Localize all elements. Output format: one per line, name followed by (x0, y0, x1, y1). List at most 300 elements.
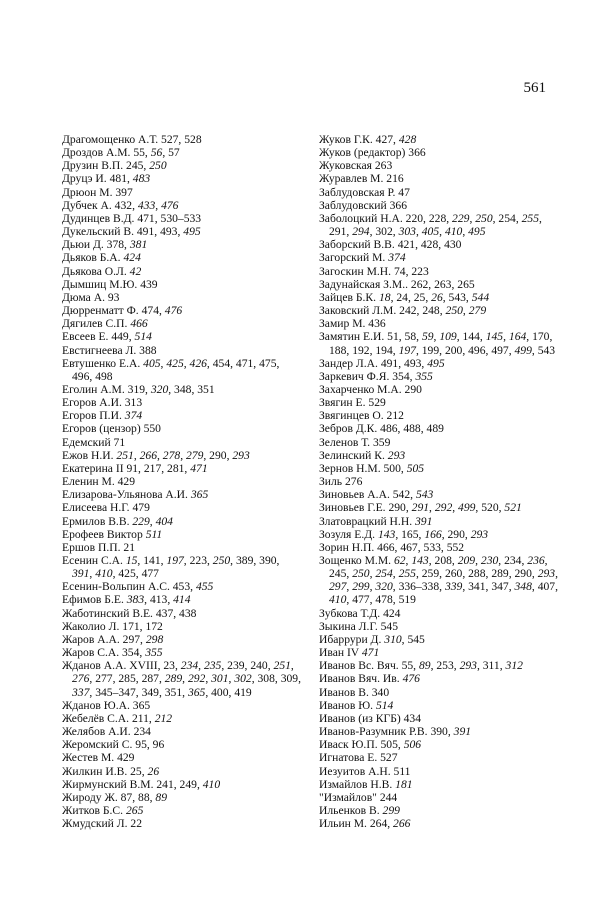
page-ref-italic: 405 (421, 225, 440, 239)
page-ref-italic: 455 (195, 580, 214, 594)
entry-text: Житков Б.С. (62, 803, 126, 817)
page-ref-italic: 428 (398, 133, 417, 146)
index-entry (62, 659, 302, 698)
entry-text: , 234, (498, 554, 528, 567)
entry-text: Дубчек А. 432, (62, 198, 138, 212)
entry-text: Заблудовская Р. 47 (319, 185, 410, 199)
index-entry (319, 712, 563, 725)
index-entry (62, 475, 302, 488)
entry-text: Измайлов Н.В. (319, 777, 396, 791)
index-entry (319, 686, 563, 699)
page-ref-italic: 543 (415, 488, 434, 502)
entry-text: , 24, 25, (390, 290, 432, 304)
entry-text: , (439, 225, 445, 239)
page-ref-italic: 339 (444, 580, 463, 594)
entry-text: , (415, 225, 422, 239)
page-ref-italic: 544 (471, 290, 490, 304)
page-ref-italic: 289 (164, 672, 183, 686)
entry-text: Зозуля Е.Д. (319, 527, 378, 541)
index-entry (319, 317, 563, 330)
entry-text: Заболоцкий Н.А. 220, 228, (319, 211, 453, 225)
entry-text: Иванов Ю. (319, 698, 376, 712)
entry-text: Есенин С.А. (62, 554, 126, 567)
index-entry (319, 449, 563, 462)
page-ref-italic: 197 (398, 343, 416, 357)
entry-text: Жданов Ю.А. 365 (62, 698, 151, 712)
entry-text: Иванов (из КГБ) 434 (319, 711, 422, 725)
index-entry (62, 409, 302, 422)
page-ref-italic: 483 (132, 172, 151, 186)
entry-text: Зиль 276 (319, 475, 363, 489)
index-entry (62, 330, 302, 343)
index-entry (62, 383, 302, 396)
index-entry (62, 265, 302, 278)
entry-text: , (133, 448, 140, 462)
page-ref-italic: 250 (445, 304, 463, 318)
entry-text: Ибаррури Д. (319, 632, 385, 646)
page-ref-italic: 236 (527, 554, 545, 567)
entry-text: Есенин-Вольпин А.С. 453, (62, 580, 196, 594)
index-entry (62, 593, 302, 606)
index-entry (62, 462, 302, 475)
entry-text: Ершов П.П. 21 (62, 540, 136, 554)
entry-text: Заблудовский 366 (319, 198, 407, 212)
entry-text: , (392, 567, 399, 581)
entry-text: , 336–338, (392, 580, 445, 594)
index-entry (62, 699, 302, 712)
page-ref-italic: 391 (415, 514, 433, 528)
index-entry (319, 133, 563, 146)
page-ref-italic: 499 (514, 343, 532, 357)
page-ref-italic: 303 (398, 225, 416, 239)
entry-text: "Измайлов" 244 (319, 790, 398, 804)
page-ref-italic: 250 (352, 567, 370, 581)
index-entry (319, 515, 563, 528)
index-entry (62, 751, 302, 764)
page-ref-italic: 143 (411, 554, 429, 567)
index-entry (62, 278, 302, 291)
page-ref-italic: 255 (398, 567, 416, 581)
page-ref-italic: 276 (72, 672, 90, 686)
entry-text: , 413, (144, 593, 174, 607)
entry-text: , (346, 580, 353, 594)
index-entry (62, 646, 302, 659)
page-ref-italic: 355 (415, 369, 433, 383)
entry-text: Едемский 71 (62, 435, 126, 449)
index-column-right (319, 133, 563, 830)
page-ref-italic: 476 (161, 198, 179, 212)
entry-text: Звягин Е. 529 (319, 396, 386, 410)
index-entry (319, 804, 563, 817)
page-ref-italic: 337 (72, 685, 90, 699)
entry-text: , 407, (531, 580, 558, 594)
page-ref-italic: 499 (458, 501, 476, 515)
page-ref-italic: 26 (147, 764, 160, 778)
entry-text: , (369, 567, 376, 581)
entry-text: Евстигнеева Л. 388 (62, 343, 157, 357)
entry-text: , 477, 478, 519 (346, 593, 416, 607)
entry-text: , 208, (428, 554, 458, 567)
page-ref-italic: 109 (439, 330, 457, 344)
entry-text: , 302, (369, 225, 399, 239)
index-entry (62, 133, 302, 146)
entry-text: Замир М. 436 (319, 317, 386, 331)
entry-text: Задунайская З.М.. 262, 263, 265 (319, 277, 475, 291)
index-entry (62, 317, 302, 330)
index-entry (319, 646, 563, 659)
entry-text: Жироду Ж. 87, 88, (62, 790, 156, 804)
entry-text: , (503, 330, 509, 344)
page-ref-italic: 424 (123, 251, 141, 265)
entry-text: Дудинцев В.Д. 471, 530–533 (62, 211, 202, 225)
page-ref-italic: 476 (402, 672, 420, 686)
index-entry (319, 159, 563, 172)
entry-text: Дьякова О.Л. (62, 264, 130, 278)
entry-text: Ерофеев Виктор (62, 527, 146, 541)
entry-text: , 165, (395, 527, 425, 541)
entry-text: Журавлев М. 216 (319, 172, 404, 186)
entry-text: Зиновьев А.А. 542, (319, 488, 416, 502)
index-entry (62, 554, 302, 580)
entry-text: , (198, 659, 204, 673)
page-ref-italic: 293 (232, 448, 250, 462)
page-ref-italic: 414 (173, 593, 191, 607)
index-column-left (62, 133, 302, 830)
entry-text: Зощенко М.М. (319, 554, 394, 567)
index-entry (319, 265, 563, 278)
page-ref-italic: 299 (382, 803, 400, 817)
index-entry (62, 357, 302, 383)
entry-text: , (555, 567, 558, 581)
index-entry (319, 186, 563, 199)
index-entry (319, 251, 563, 264)
entry-text: Заркевич Ф.Я. 354, (319, 369, 416, 383)
index-entry (62, 738, 302, 751)
entry-text: , (462, 225, 469, 239)
page-ref-italic: 298 (145, 632, 164, 646)
entry-text: , 170, 188, 192, 194, (329, 330, 553, 357)
entry-text: , (290, 659, 294, 673)
entry-text: , 290, (203, 448, 233, 462)
page-ref-italic: 495 (427, 356, 445, 370)
entry-text: , 341, 347, (462, 580, 515, 594)
entry-text: Жмудский Л. 22 (62, 817, 143, 831)
entry-text: Дьюи Д. 378, (62, 238, 130, 252)
entry-text: Желябов А.И. 234 (62, 725, 151, 739)
entry-text: Жуков Г.К. 427, (319, 133, 399, 146)
entry-text: , 245, (329, 554, 548, 581)
entry-text: , 239, 240, (221, 659, 274, 673)
entry-text: , (228, 672, 235, 686)
index-entry (319, 383, 563, 396)
entry-text: , (182, 672, 188, 686)
page-ref-italic: 230 (480, 554, 499, 567)
entry-text: , (433, 330, 440, 344)
index-entry (62, 396, 302, 409)
entry-text: Дрюон М. 397 (62, 185, 133, 199)
page-ref-italic: 301 (211, 672, 229, 686)
entry-text: Жуков (редактор) 366 (319, 146, 426, 160)
entry-text: Ефимов Б.Е. (62, 593, 127, 607)
page-ref-italic: 266 (139, 448, 157, 462)
page-ref-italic: 229 (452, 211, 470, 225)
entry-text: , 141, (137, 554, 167, 567)
index-entry (319, 146, 563, 159)
entry-text: Звягинцев О. 212 (319, 409, 404, 423)
index-entry (319, 633, 563, 646)
entry-text: , 389, 390, (230, 554, 280, 567)
index-entry (62, 159, 302, 172)
entry-text: , 199, 200, 496, 497, (415, 343, 515, 357)
entry-text: , 345–347, 349, 351, (89, 685, 188, 699)
page-ref-italic: 294 (352, 225, 370, 239)
page-ref-italic: 89 (418, 659, 431, 673)
entry-text: , 311, (476, 659, 506, 673)
page-ref-italic: 471 (361, 646, 380, 660)
entry-text: Жебелёв С.А. 211, (62, 711, 155, 725)
entry-text: Зеленов Т. 359 (319, 435, 391, 449)
page-ref-italic: 234 (180, 659, 199, 673)
index-entry (62, 436, 302, 449)
index-entry (62, 817, 302, 830)
page-ref-italic: 251 (273, 659, 291, 673)
page-ref-italic: 266 (393, 817, 411, 831)
index-entry (62, 725, 302, 738)
index-entry (319, 278, 563, 291)
page-ref-italic: 209 (457, 554, 476, 567)
page-ref-italic: 18 (378, 290, 391, 304)
entry-text: , 543 (531, 343, 556, 357)
page-ref-italic: 365 (187, 685, 206, 699)
index-entry (62, 172, 302, 185)
entry-text: Зубкова Т.Д. 424 (319, 606, 401, 620)
entry-text: , (429, 501, 435, 515)
index-entry (62, 422, 302, 435)
page-ref-italic: 229 (132, 514, 150, 528)
entry-text: Иван IV (319, 646, 362, 660)
entry-text: , 348, 351 (168, 382, 215, 396)
entry-text: , 545 (401, 632, 425, 646)
entry-text: Жирмунский В.М. 241, 249, (62, 777, 203, 791)
page-ref-italic: 250 (212, 554, 231, 567)
page-ref-italic: 466 (130, 317, 148, 331)
entry-text: Жеромский С. 95, 96 (62, 738, 165, 752)
entry-text: Зернов Н.М. 500, (319, 461, 407, 475)
entry-text: Дукельский В. 491, 493, (62, 225, 184, 239)
index-entry (62, 515, 302, 528)
entry-text: , (405, 554, 412, 567)
entry-text: Ильин М. 264, (319, 817, 394, 831)
entry-text: Загоскин М.Н. 74, 223 (319, 264, 429, 278)
entry-text: Ежов Н.И. (62, 448, 117, 462)
entry-text: , 308, 309, (251, 672, 301, 686)
entry-text: , 254, (492, 211, 522, 225)
entry-text: , 291, (329, 211, 542, 239)
page-ref-italic: 292 (187, 672, 206, 686)
page-ref-italic: 164 (508, 330, 527, 344)
page-ref-italic: 265 (125, 803, 144, 817)
entry-text: Жданов А.А. XVIII, 23, (62, 659, 181, 673)
page-ref-italic: 348 (514, 580, 532, 594)
entry-text: , 425, 477 (112, 567, 159, 581)
index-entry (319, 462, 563, 475)
page-ref-italic: 365 (190, 488, 209, 502)
page-ref-italic: 320 (150, 382, 169, 396)
page-ref-italic: 425 (166, 356, 184, 370)
page-ref-italic: 89 (155, 790, 168, 804)
page-ref-italic: 250 (475, 211, 493, 225)
page-ref-italic: 312 (505, 659, 523, 673)
index-entry (319, 475, 563, 488)
entry-text: Жаров С.А. 354, (62, 646, 146, 660)
entry-text: Ильенков В. (319, 803, 383, 817)
page-ref-italic: 521 (504, 501, 522, 515)
index-entry (62, 620, 302, 633)
index-entry (62, 212, 302, 225)
page-ref-italic: 495 (183, 225, 201, 239)
index-entry (62, 344, 302, 357)
page-ref-italic: 410 (444, 225, 463, 239)
page-ref-italic: 374 (124, 409, 143, 423)
page-ref-italic: 293 (387, 448, 406, 462)
entry-text: Драгомощенко А.Т. 527, 528 (62, 133, 202, 146)
page-ref-italic: 476 (164, 304, 183, 318)
index-entry (62, 791, 302, 804)
page-ref-italic: 297 (329, 580, 347, 594)
index-entry (319, 541, 563, 554)
page-ref-italic: 212 (154, 711, 173, 725)
entry-text: Жаколио Л. 171, 172 (62, 619, 163, 633)
page-number: 561 (523, 80, 546, 96)
index-entry (62, 501, 302, 514)
index-entry (62, 778, 302, 791)
entry-text: , 277, 285, 287, (89, 672, 165, 686)
entry-text: , 57 (162, 146, 180, 160)
entry-text: Захарченко М.А. 290 (319, 382, 422, 396)
page-ref-italic: 381 (129, 238, 148, 252)
page-ref-italic: 410 (329, 593, 347, 607)
entry-text: Загорский М. (319, 251, 389, 265)
entry-text: Иванов Вяч. Ив. (319, 672, 403, 686)
page-ref-italic: 433 (137, 198, 156, 212)
index-entry (62, 541, 302, 554)
entry-text: Дроздов А.М. 55, (62, 146, 151, 160)
page-ref-italic: 391 (453, 725, 472, 739)
index-entry (319, 751, 563, 764)
entry-text: Дьяков Б.А. (62, 251, 124, 265)
index-entry (319, 396, 563, 409)
page-ref-italic: 514 (375, 698, 394, 712)
page-ref-italic: 15 (125, 554, 138, 567)
page-ref-italic: 293 (470, 527, 489, 541)
page-ref-italic: 514 (134, 330, 152, 344)
page-ref-italic: 383 (126, 593, 145, 607)
entry-text: Зайцев Б.К. (319, 290, 379, 304)
index-entry (319, 304, 563, 317)
entry-text: , (462, 304, 469, 318)
index-entry (319, 436, 563, 449)
page-ref-italic: 374 (388, 251, 406, 265)
entry-text: Зебров Д.К. 486, 488, 489 (319, 422, 444, 436)
index-entry (62, 146, 302, 159)
index-entry (319, 791, 563, 804)
index-entry (62, 633, 302, 646)
page-ref-italic: 250 (149, 159, 167, 173)
index-entry (319, 817, 563, 830)
index-entry (319, 212, 563, 238)
page-ref-italic: 355 (145, 646, 163, 660)
index-entry (62, 186, 302, 199)
page-ref-italic: 293 (537, 567, 556, 581)
page-ref-italic: 26 (431, 290, 443, 304)
page-ref-italic: 310 (384, 632, 402, 646)
entry-text: , (469, 211, 476, 225)
entry-text: Елисеева Н.Г. 479 (62, 501, 150, 515)
index-entry (319, 778, 563, 791)
entry-text: Евтушенко Е.А. (62, 356, 144, 370)
entry-text: Иезуитов А.Н. 511 (319, 764, 411, 778)
index-entry (62, 449, 302, 462)
page-ref-italic: 42 (129, 264, 142, 278)
entry-text: Игнатова Е. 527 (319, 751, 398, 765)
entry-text: , 543, (442, 290, 472, 304)
entry-text: , (155, 198, 162, 212)
index-entry (319, 607, 563, 620)
entry-text: Иванов Вс. Вяч. 55, (319, 659, 419, 673)
entry-text: , 400, 419 (205, 685, 252, 699)
index-entry (319, 528, 563, 541)
entry-text: Иванов В. 340 (319, 685, 390, 699)
page-ref-italic: 279 (185, 448, 204, 462)
entry-text: , (183, 356, 190, 370)
entry-text: Егоров П.И. (62, 409, 125, 423)
entry-text: Зелинский К. (319, 448, 388, 462)
page-ref-italic: 251 (116, 448, 134, 462)
entry-text: Егоров (цензор) 550 (62, 422, 161, 436)
index-entry (62, 304, 302, 317)
entry-text: Дюрренматт Ф. 474, (62, 304, 165, 318)
entry-text: Зандер Л.А. 491, 493, (319, 356, 428, 370)
index-entry (62, 488, 302, 501)
index-entry (319, 172, 563, 185)
index-entry (319, 738, 563, 751)
index-entry (319, 238, 563, 251)
entry-text: , 290, (441, 527, 471, 541)
index-entry (62, 580, 302, 593)
entry-text: Жаров А.А. 297, (62, 632, 146, 646)
index-entry (319, 357, 563, 370)
index-entry (62, 199, 302, 212)
entry-text: , (149, 514, 156, 528)
page-ref-italic: 410 (202, 777, 221, 791)
entry-text: , 259, 260, 288, 289, 290, (415, 567, 538, 581)
page-ref-italic: 299 (352, 580, 370, 594)
entry-text: Заковский Л.М. 242, 248, (319, 304, 446, 318)
page-ref-italic: 143 (377, 527, 396, 541)
index-entry (319, 422, 563, 435)
page-ref-italic: 391 (72, 567, 90, 581)
index-entry (319, 554, 563, 607)
page-ref-italic: 410 (95, 567, 113, 581)
entry-text: Жилкин И.В. 25, (62, 764, 148, 778)
index-entry (62, 712, 302, 725)
index-entry (319, 291, 563, 304)
entry-text: , (89, 567, 96, 581)
page-ref-italic: 302 (234, 672, 252, 686)
page-ref-italic: 293 (459, 659, 477, 673)
entry-text: Иванов-Разумник Р.В. 390, (319, 725, 454, 739)
index-entry (319, 488, 563, 501)
